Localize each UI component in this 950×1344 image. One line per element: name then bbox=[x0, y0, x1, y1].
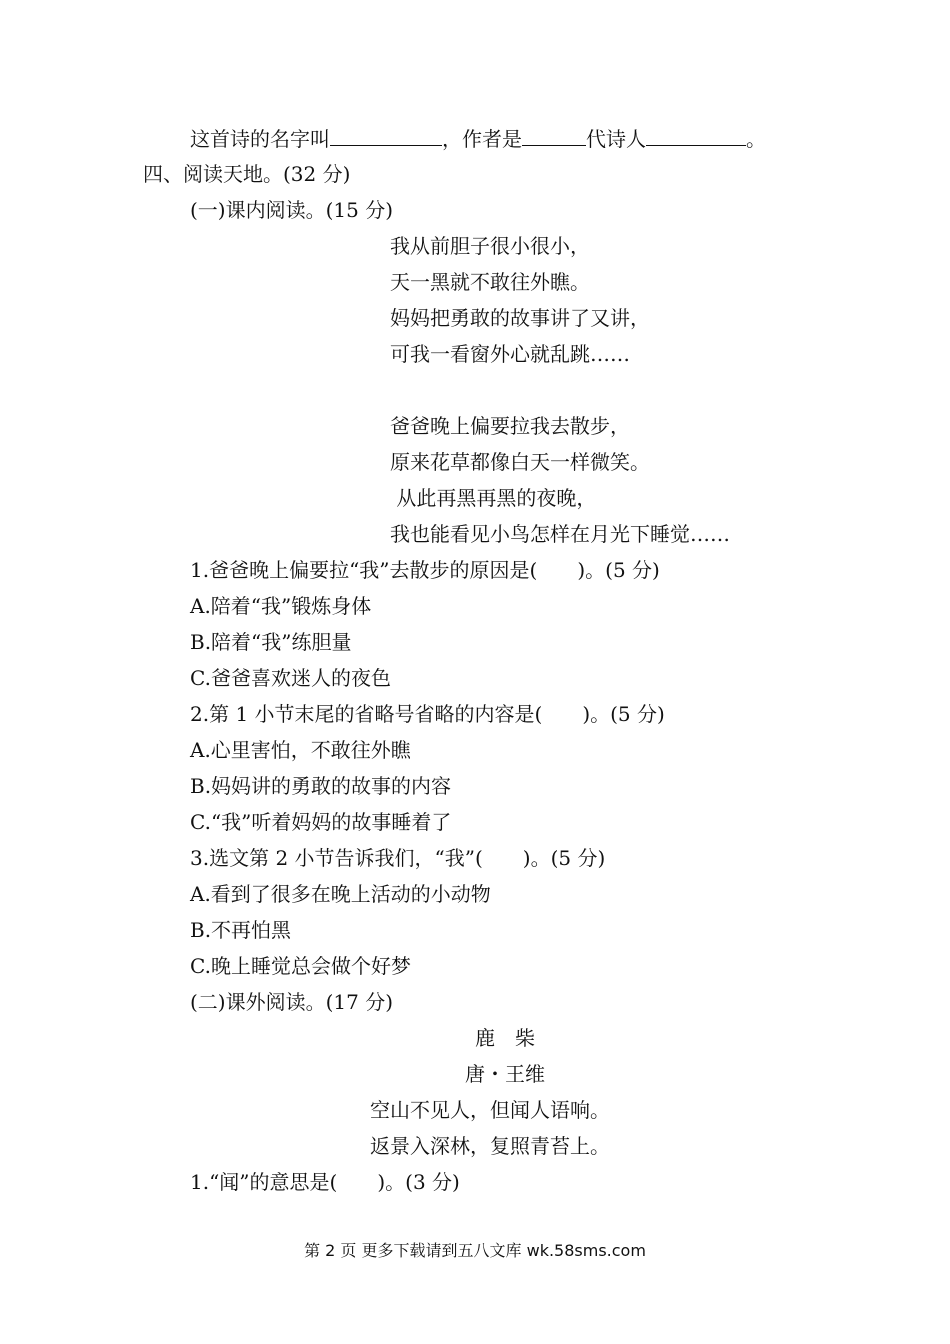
option-a[interactable]: A.心里害怕，不敢往外瞧 bbox=[190, 738, 411, 762]
answer-blank-poet[interactable] bbox=[646, 127, 746, 146]
answer-blank-dynasty[interactable] bbox=[522, 127, 586, 146]
option-c[interactable]: C.“我”听着妈妈的故事睡着了 bbox=[190, 810, 452, 834]
poem-line: 我从前胆子很小很小， bbox=[390, 234, 590, 258]
option-a[interactable]: A.看到了很多在晚上活动的小动物 bbox=[190, 882, 491, 906]
question-stem: 1.爸爸晚上偏要拉“我”去散步的原因是( )。(5 分) bbox=[190, 558, 660, 582]
option-b[interactable]: B.不再怕黑 bbox=[190, 918, 292, 942]
page-footer: 第 2 页 更多下载请到五八文库 wk.58sms.com bbox=[304, 1241, 646, 1260]
option-c[interactable]: C.晚上睡觉总会做个好梦 bbox=[190, 954, 411, 978]
poem-line: 妈妈把勇敢的故事讲了又讲， bbox=[390, 306, 650, 330]
option-b[interactable]: B.妈妈讲的勇敢的故事的内容 bbox=[190, 774, 452, 798]
part2-title: (二)课外阅读。(17 分) bbox=[190, 990, 394, 1014]
question-text-a: 这首诗的名字叫 bbox=[190, 127, 330, 151]
question-stem: 2.第 1 小节末尾的省略号省略的内容是( )。(5 分) bbox=[190, 702, 665, 726]
poem-line: 我也能看见小鸟怎样在月光下睡觉…… bbox=[390, 522, 730, 546]
question-text-b: ，作者是 bbox=[442, 127, 522, 151]
poem-line: 天一黑就不敢往外瞧。 bbox=[390, 270, 590, 294]
poem-line: 从此再黑再黑的夜晚， bbox=[390, 486, 597, 510]
section4-title: 四、阅读天地。(32 分) bbox=[143, 162, 351, 186]
part1-title: (一)课内阅读。(15 分) bbox=[190, 198, 394, 222]
answer-blank-title[interactable] bbox=[330, 127, 442, 146]
poem-line: 可我一看窗外心就乱跳…… bbox=[390, 342, 630, 366]
question-stem: 3.选文第 2 小节告诉我们，“我”( )。(5 分) bbox=[190, 846, 606, 870]
poem-line: 原来花草都像白天一样微笑。 bbox=[390, 450, 650, 474]
option-c[interactable]: C.爸爸喜欢迷人的夜色 bbox=[190, 666, 391, 690]
poem-title: 鹿 柴 bbox=[475, 1026, 535, 1050]
poem-author: 唐・王维 bbox=[465, 1062, 545, 1086]
option-a[interactable]: A.陪着“我”锻炼身体 bbox=[190, 594, 372, 618]
question-stem: 1.“闻”的意思是( )。(3 分) bbox=[190, 1170, 460, 1194]
poem-line: 爸爸晚上偏要拉我去散步， bbox=[390, 414, 630, 438]
option-b[interactable]: B.陪着“我”练胆量 bbox=[190, 630, 352, 654]
poem-line: 空山不见人，但闻人语响。 bbox=[370, 1098, 610, 1122]
question-text-d: 。 bbox=[746, 127, 766, 151]
poem-line: 返景入深林，复照青苔上。 bbox=[370, 1134, 610, 1158]
fill-in-question bbox=[190, 126, 766, 152]
question-text-c: 代诗人 bbox=[586, 127, 646, 151]
